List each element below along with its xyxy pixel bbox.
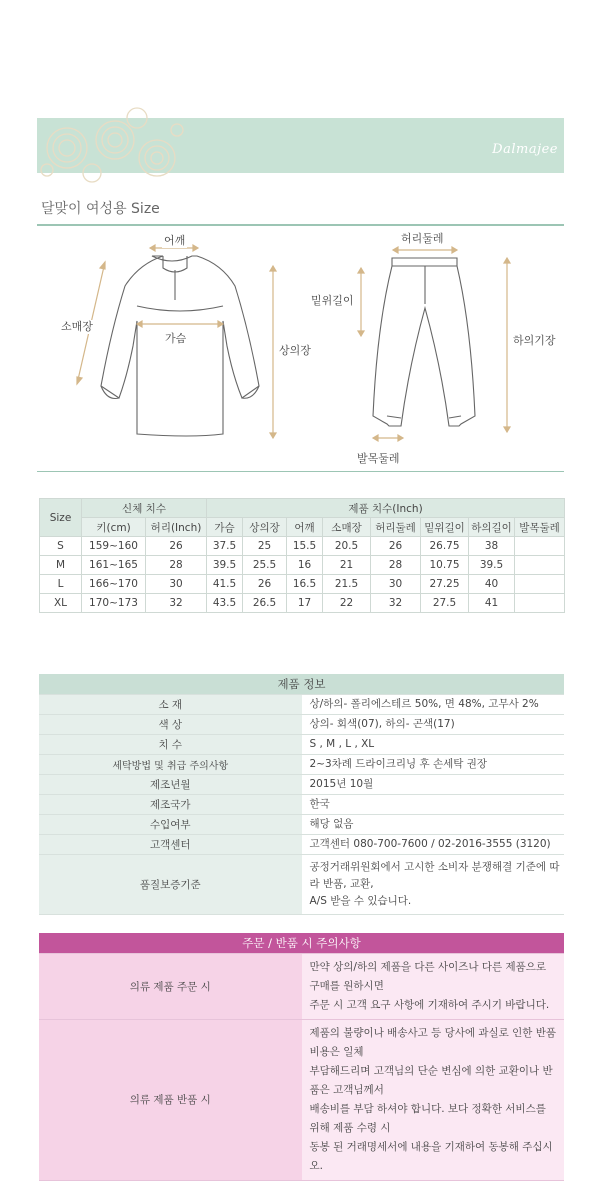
info-value: 해당 없음 <box>302 814 565 834</box>
label-rise: 밑위길이 <box>311 294 354 307</box>
info-value: S , M , L , XL <box>302 734 565 754</box>
table-cell: 38 <box>469 537 515 556</box>
table-row <box>40 556 565 575</box>
label-shoulder: 어깨 <box>164 234 186 247</box>
info-value: 한국 <box>302 794 565 814</box>
table-cell: 26 <box>243 575 287 594</box>
table-cell: 39.5 <box>207 556 243 575</box>
table-cell: 30 <box>146 575 207 594</box>
column-header: 소매장 <box>323 518 371 537</box>
table-cell: 40 <box>469 575 515 594</box>
info-label: 세탁방법 및 취급 주의사항 <box>39 754 302 774</box>
table-cell: 21.5 <box>323 575 371 594</box>
notice-row-order <box>39 953 564 1019</box>
info-value: 2~3차례 드라이크리닝 후 손세탁 권장 <box>302 754 565 774</box>
table-cell: 37.5 <box>207 537 243 556</box>
table-cell: 27.25 <box>421 575 469 594</box>
order-return-notice-table <box>39 933 564 1181</box>
table-row <box>40 575 565 594</box>
column-header: 밑위길이 <box>421 518 469 537</box>
info-label: 고객센터 <box>39 834 302 854</box>
table-cell <box>515 556 565 575</box>
info-value: 2015년 10월 <box>302 774 565 794</box>
table-cell: XL <box>40 594 82 613</box>
table-cell: 27.5 <box>421 594 469 613</box>
table-cell: 10.75 <box>421 556 469 575</box>
column-header: 어깨 <box>287 518 323 537</box>
table-cell: 26.5 <box>243 594 287 613</box>
notice-line: 주문 시 고객 요구 사항에 기재하여 주시기 바랍니다. <box>309 998 550 1011</box>
label-pants-length: 하의기장 <box>513 334 556 347</box>
brand-logo: Dalmajee <box>492 142 558 157</box>
notice-row-return <box>39 1019 564 1180</box>
table-cell: 39.5 <box>469 556 515 575</box>
label-sleeve: 소매장 <box>61 320 93 333</box>
product-measure-header: 제품 치수(Inch) <box>207 499 565 518</box>
table-cell: 32 <box>371 594 421 613</box>
label-top-length: 상의장 <box>279 344 311 357</box>
table-cell: 21 <box>323 556 371 575</box>
column-header: 키(cm) <box>82 518 146 537</box>
info-row-date <box>39 774 564 794</box>
table-cell: 43.5 <box>207 594 243 613</box>
table-cell: 25 <box>243 537 287 556</box>
notice-line: 배송비를 부담 하셔야 합니다. 보다 정확한 서비스를 위해 제품 수령 시 <box>309 1102 546 1134</box>
table-cell: 20.5 <box>323 537 371 556</box>
info-value: 상/하의- 폴리에스테르 50%, 면 48%, 고무사 2% <box>302 694 565 714</box>
info-label: 제조국가 <box>39 794 302 814</box>
table-cell: 26 <box>371 537 421 556</box>
swirl-pattern-icon <box>37 118 187 173</box>
table-cell: 30 <box>371 575 421 594</box>
info-label: 제조년월 <box>39 774 302 794</box>
table-cell: 28 <box>146 556 207 575</box>
info-row-import <box>39 814 564 834</box>
info-row-size <box>39 734 564 754</box>
table-row <box>40 537 565 556</box>
table-cell: 41 <box>469 594 515 613</box>
column-header: 하의길이 <box>469 518 515 537</box>
column-header: 상의장 <box>243 518 287 537</box>
info-value-line: 공정거래위원회에서 고시한 소비자 분쟁해결 기준에 따라 반품, 교환, <box>309 860 560 890</box>
notice-text <box>302 953 565 1019</box>
notice-line: 제품의 불량이나 배송사고 등 당사에 과실로 인한 반품비용은 일체 <box>309 1026 557 1058</box>
notice-title: 주문 / 반품 시 주의사항 <box>39 933 564 953</box>
table-cell: 26 <box>146 537 207 556</box>
info-row-color <box>39 714 564 734</box>
size-chart-table <box>39 498 565 613</box>
notice-text <box>302 1019 565 1180</box>
size-diagram <box>37 226 564 472</box>
label-chest: 가슴 <box>165 332 187 345</box>
notice-line: 동봉 된 거래명세서에 내용을 기재하여 동봉해 주십시오. <box>309 1140 553 1172</box>
brand-banner <box>37 118 564 173</box>
table-cell: S <box>40 537 82 556</box>
info-row-material <box>39 694 564 714</box>
table-cell <box>515 575 565 594</box>
column-header: 허리(Inch) <box>146 518 207 537</box>
table-row <box>40 594 565 613</box>
table-cell <box>515 537 565 556</box>
info-row-service <box>39 834 564 854</box>
table-cell: 28 <box>371 556 421 575</box>
bottom-garment-icon <box>373 258 475 426</box>
notice-label: 의류 제품 반품 시 <box>39 1019 302 1180</box>
column-header: 발목둘레 <box>515 518 565 537</box>
info-value <box>302 854 565 914</box>
table-cell: 32 <box>146 594 207 613</box>
table-cell: 16.5 <box>287 575 323 594</box>
info-label: 수입여부 <box>39 814 302 834</box>
info-value: 상의- 회색(07), 하의- 곤색(17) <box>302 714 565 734</box>
top-garment-icon <box>101 256 259 436</box>
info-row-warranty <box>39 854 564 914</box>
info-label: 소 재 <box>39 694 302 714</box>
notice-line: 부담해드리며 고객님의 단순 변심에 의한 교환이나 반품은 고객님께서 <box>309 1064 553 1096</box>
table-cell: 159~160 <box>82 537 146 556</box>
table-cell: 25.5 <box>243 556 287 575</box>
column-header: 가슴 <box>207 518 243 537</box>
column-header: 허리둘레 <box>371 518 421 537</box>
table-cell: 17 <box>287 594 323 613</box>
table-cell: 170~173 <box>82 594 146 613</box>
info-value: 고객센터 080-700-7600 / 02-2016-3555 (3120) <box>302 834 565 854</box>
table-cell: M <box>40 556 82 575</box>
size-header: Size <box>40 499 82 537</box>
notice-line: 만약 상의/하의 제품을 다른 사이즈나 다른 제품으로 구매를 원하시면 <box>309 960 547 992</box>
divider <box>37 471 564 472</box>
table-cell: 41.5 <box>207 575 243 594</box>
body-measure-header: 신체 치수 <box>82 499 207 518</box>
label-ankle: 발목둘레 <box>357 452 400 465</box>
table-cell: 161~165 <box>82 556 146 575</box>
size-section-title: 달맞이 여성용 Size <box>41 201 160 217</box>
table-cell: 166~170 <box>82 575 146 594</box>
table-cell: L <box>40 575 82 594</box>
table-cell: 16 <box>287 556 323 575</box>
info-value-line: A/S 받을 수 있습니다. <box>309 894 412 907</box>
info-label: 치 수 <box>39 734 302 754</box>
table-cell: 26.75 <box>421 537 469 556</box>
info-row-care <box>39 754 564 774</box>
table-cell: 15.5 <box>287 537 323 556</box>
label-waist: 허리둘레 <box>401 232 444 245</box>
info-label: 색 상 <box>39 714 302 734</box>
table-cell <box>515 594 565 613</box>
product-info-table <box>39 674 564 915</box>
table-cell: 22 <box>323 594 371 613</box>
info-row-country <box>39 794 564 814</box>
info-label: 품질보증기준 <box>39 854 302 914</box>
measure-arrows <box>77 245 510 441</box>
notice-label: 의류 제품 주문 시 <box>39 953 302 1019</box>
product-info-title: 제품 정보 <box>39 674 564 694</box>
